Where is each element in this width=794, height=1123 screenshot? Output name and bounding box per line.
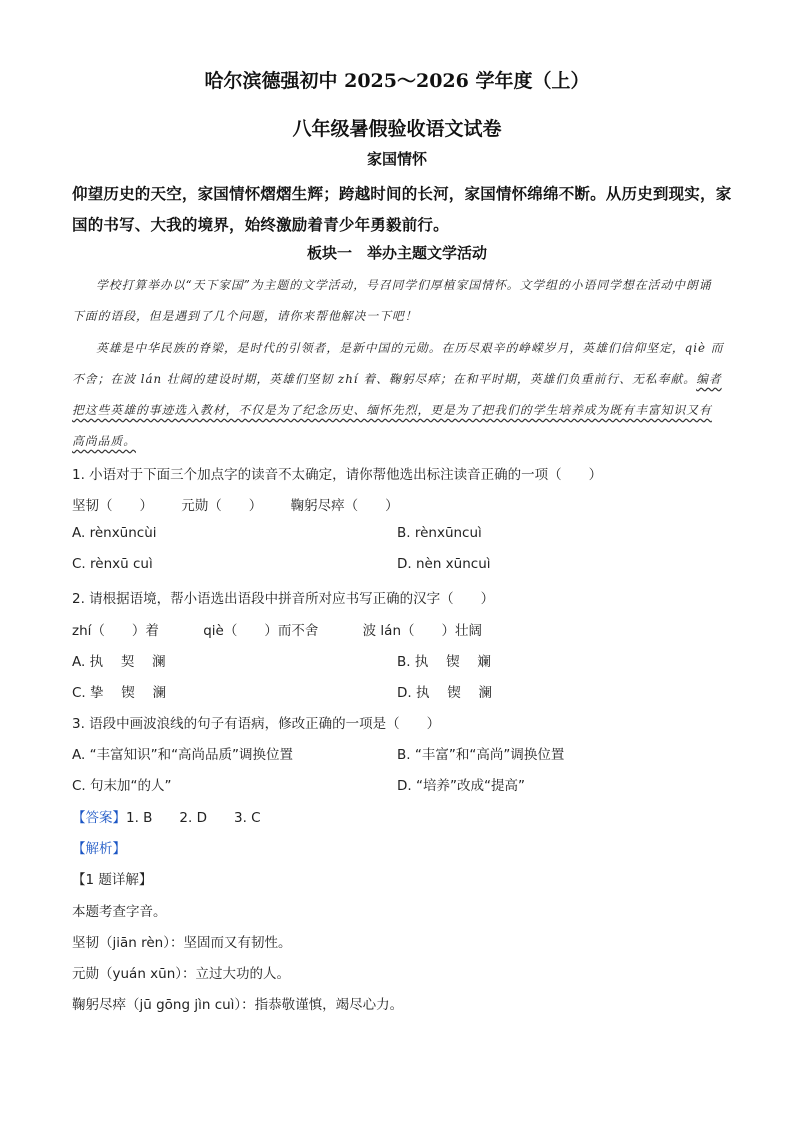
q2-option-b[interactable]: B. 执 锲 斓 [397, 654, 491, 670]
q3-option-a[interactable]: A. “丰富知识”和“高尚品质”调换位置 [72, 747, 294, 763]
exam-title: 哈尔滨德强初中 2025～2026 学年度（上） [204, 70, 590, 92]
theme-heading: 家国情怀 [366, 150, 427, 168]
passage-paragraph [72, 333, 724, 457]
answer-values: 1. B 2. D 3. C [126, 810, 261, 826]
analysis-label: 【解析】 [72, 841, 126, 857]
q2-item: zhí（ ）着 [72, 623, 159, 639]
q3-option-c[interactable]: C. 句末加“的人” [72, 778, 172, 794]
q1-option-b[interactable]: B. rènxūncuì [397, 525, 482, 541]
q1-item: 坚韧（ ） [72, 498, 153, 514]
analysis-line: 坚韧（jiān rèn）：坚固而又有韧性。 [72, 935, 292, 951]
q1-item: 元勋（ ） [181, 498, 263, 514]
q1-option-a[interactable]: A. rènxūncùi [72, 525, 157, 541]
activity-paragraph [72, 270, 724, 332]
detail-label: 【1 题详解】 [72, 872, 153, 888]
q3-option-d[interactable]: D. “培养”改成“提高” [397, 778, 525, 794]
analysis-line: 本题考查字音。 [72, 904, 167, 920]
question-2-stem: 2. 请根据语境，帮小语选出语段中拼音所对应书写正确的汉字（ ） [72, 591, 495, 607]
question-1-items [72, 494, 399, 514]
analysis-line: 鞠躬尽瘁（jū gōng jìn cuì）：指恭敬谨慎，竭尽心力。 [72, 997, 404, 1013]
q2-option-d[interactable]: D. 执 锲 澜 [397, 685, 493, 701]
q1-item: 鞠躬尽瘁（ ） [290, 498, 399, 514]
q2-option-a[interactable]: A. 执 契 澜 [72, 654, 166, 670]
answer-line [72, 806, 261, 826]
q1-option-c[interactable]: C. rènxū cuì [72, 556, 153, 572]
question-3-stem: 3. 语段中画波浪线的句子有语病，修改正确的一项是（ ） [72, 716, 441, 732]
question-1-stem: 1. 小语对于下面三个加点字的读音不太确定，请你帮他选出标注读音正确的一项（ ） [72, 467, 603, 483]
analysis-line: 元勋（yuán xūn）：立过大功的人。 [72, 966, 291, 982]
intro-paragraph: 仰望历史的天空，家国情怀熠熠生辉；跨越时间的长河，家国情怀绵绵不断。从历史到现实，家国的书写、大我的境界，始终激励着青少年勇毅前行。 [72, 184, 732, 234]
q2-option-c[interactable]: C. 挚 锲 澜 [72, 685, 167, 701]
wavy-underlined-sentence: 编者把这些英雄的事迹选入教材，不仅是为了纪念历史、缅怀先烈，更是为了把我们的学生培养成为既有丰富知识又有高尚品质。 [72, 372, 722, 448]
q2-item: 波 lán（ ）壮阔 [362, 623, 483, 639]
activity-text: 学校打算举办以“天下家国”为主题的文学活动，号召同学们厚植家国情怀。文学组的小语同学想在活动中朗诵下面的语段，但是遇到了几个问题，请你来帮他解决一下吧！ [72, 278, 712, 323]
q1-option-d[interactable]: D. nèn xūncuì [397, 556, 491, 572]
answer-label: 【答案】 [72, 810, 126, 826]
section-title: 板块一 举办主题文学活动 [306, 244, 487, 262]
passage-text: 英雄是中华民族的脊梁，是时代的引领者，是新中国的元勋。在历尽艰辛的峥嵘岁月，英雄们信仰坚定，qiè 而不舍；在波 lán 壮阔的建设时期，英雄们坚韧 zhí 着、鞠躬尽瘁；在和平时期，英雄们负重前行、无私奉献。 [72, 341, 724, 386]
exam-subtitle: 八年级暑假验收语文试卷 [292, 118, 502, 140]
question-2-items [72, 619, 482, 639]
q3-option-b[interactable]: B. “丰富”和“高尚”调换位置 [397, 747, 565, 763]
q2-item: qiè（ ）而不舍 [203, 623, 319, 639]
